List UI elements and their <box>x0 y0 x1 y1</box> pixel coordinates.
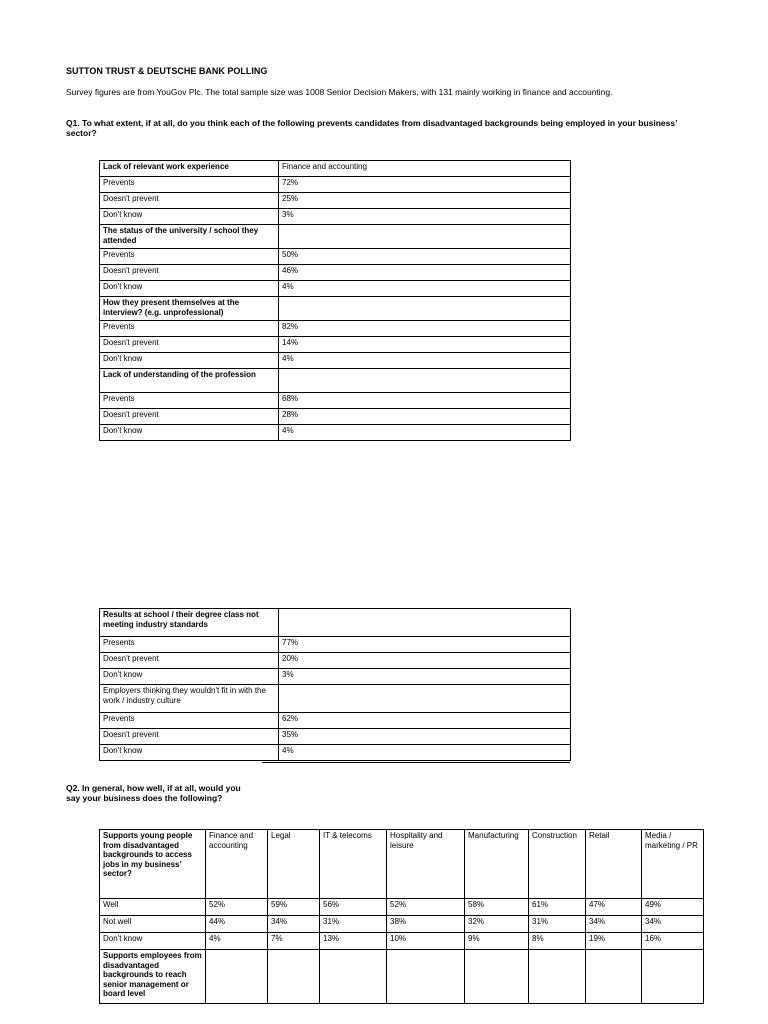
cell: 4% <box>206 933 268 950</box>
empty-cell <box>206 950 268 1004</box>
empty-cell <box>279 609 571 637</box>
table-row <box>100 193 571 209</box>
cell: 8% <box>529 933 586 950</box>
empty-cell <box>279 369 571 393</box>
table-row <box>100 265 571 281</box>
row-label: Doesn't prevent <box>100 729 279 745</box>
q1-table-1 <box>99 160 571 441</box>
group-label: Employers thinking they wouldn't fit in with the work / industry culture <box>100 685 279 713</box>
row-label: Prevents <box>100 713 279 729</box>
row-value: 4% <box>279 353 571 369</box>
row-value: 3% <box>279 209 571 225</box>
question-1: Q1. To what extent, if at all, do you think each of the following prevents candidates from disadvantaged backgrounds being employed in your business’ sector? <box>66 118 677 138</box>
table-row <box>100 669 571 685</box>
sector-header: Finance and accounting <box>206 830 268 899</box>
table-row <box>100 249 571 265</box>
group-header-row <box>100 297 571 321</box>
empty-cell <box>586 950 642 1004</box>
group-header-row <box>100 369 571 393</box>
row-label: Not well <box>100 916 206 933</box>
row-value: 35% <box>279 729 571 745</box>
row-value: 20% <box>279 653 571 669</box>
cell: 19% <box>586 933 642 950</box>
row-value: 25% <box>279 193 571 209</box>
cell: 34% <box>586 916 642 933</box>
group-header-row <box>100 609 571 637</box>
table-row <box>100 933 704 950</box>
row-value: 4% <box>279 425 571 441</box>
sector-header: Retail <box>586 830 642 899</box>
row-header: Supports young people from disadvantaged backgrounds to access jobs in my business’ sector? <box>100 830 206 899</box>
table-header-row <box>100 830 704 899</box>
survey-intro: Survey figures are from YouGov Plc. The total sample size was 1008 Senior Decision Makers, with 131 mainly working in finance and accounting. <box>66 87 613 97</box>
table-row <box>100 177 571 193</box>
empty-cell <box>268 950 320 1004</box>
row-value: 77% <box>279 637 571 653</box>
row-value: 14% <box>279 337 571 353</box>
cell: 9% <box>465 933 529 950</box>
q1-table-2 <box>99 608 571 761</box>
row-label: Don't know <box>100 209 279 225</box>
table-row <box>100 353 571 369</box>
q2-table-body <box>100 830 704 1004</box>
table-row <box>100 393 571 409</box>
question-2: Q2. In general, how well, if at all, would you say your business does the following? <box>66 783 241 803</box>
cell: 58% <box>465 899 529 916</box>
sector-header: Legal <box>268 830 320 899</box>
cell: 61% <box>529 899 586 916</box>
row-value: 68% <box>279 393 571 409</box>
document-title: SUTTON TRUST & DEUTSCHE BANK POLLING <box>66 66 268 76</box>
group-label: How they present themselves at the interview? (e.g. unprofessional) <box>100 297 279 321</box>
row-label: Doesn't prevent <box>100 653 279 669</box>
row-value: 3% <box>279 669 571 685</box>
group-label: Results at school / their degree class not meeting industry standards <box>100 609 279 637</box>
row-label: Prevents <box>100 177 279 193</box>
row-value: 50% <box>279 249 571 265</box>
table-row <box>100 209 571 225</box>
empty-cell <box>387 950 465 1004</box>
row-label: Don't know <box>100 281 279 297</box>
row-label: Doesn't prevent <box>100 193 279 209</box>
cell: 7% <box>268 933 320 950</box>
row-label: Don't know <box>100 425 279 441</box>
row-label: Prevents <box>100 321 279 337</box>
cell: 13% <box>320 933 387 950</box>
table-row <box>100 337 571 353</box>
row-label: Don't know <box>100 745 279 761</box>
table-row <box>100 950 704 1004</box>
column-header: Finance and accounting <box>279 161 571 177</box>
cell: 52% <box>387 899 465 916</box>
table-row <box>100 321 571 337</box>
empty-cell <box>529 950 586 1004</box>
row-value: 62% <box>279 713 571 729</box>
cell: 16% <box>642 933 704 950</box>
row-value: 72% <box>279 177 571 193</box>
empty-cell <box>279 297 571 321</box>
table-row <box>100 637 571 653</box>
sector-header: Manufacturing <box>465 830 529 899</box>
sector-header: Media / marketing / PR <box>642 830 704 899</box>
cell: 38% <box>387 916 465 933</box>
q2-table <box>99 829 704 1004</box>
cell: 59% <box>268 899 320 916</box>
group-header-row <box>100 685 571 713</box>
cell: 56% <box>320 899 387 916</box>
empty-cell <box>465 950 529 1004</box>
table-row <box>100 745 571 761</box>
row-value: 4% <box>279 281 571 297</box>
row-label: Doesn't prevent <box>100 337 279 353</box>
sector-header: Construction <box>529 830 586 899</box>
cell: 49% <box>642 899 704 916</box>
cell: 34% <box>642 916 704 933</box>
row-label: Prevents <box>100 393 279 409</box>
cell: 47% <box>586 899 642 916</box>
row-header: Supports employees from disadvantaged backgrounds to reach senior management or board level <box>100 950 206 1004</box>
cell: 31% <box>529 916 586 933</box>
table-row <box>100 409 571 425</box>
table-row <box>100 713 571 729</box>
row-label: Doesn't prevent <box>100 409 279 425</box>
table-row <box>100 729 571 745</box>
q1-table-2-body <box>100 609 571 761</box>
empty-cell <box>279 685 571 713</box>
sector-header: Hospitality and leisure <box>387 830 465 899</box>
table-row <box>100 425 571 441</box>
row-label: Don't know <box>100 669 279 685</box>
row-label: Well <box>100 899 206 916</box>
row-value: 46% <box>279 265 571 281</box>
group-header-row <box>100 225 571 249</box>
row-label: Doesn't prevent <box>100 265 279 281</box>
row-value: 28% <box>279 409 571 425</box>
cell: 34% <box>268 916 320 933</box>
row-value: 82% <box>279 321 571 337</box>
table-row <box>100 899 704 916</box>
cell: 44% <box>206 916 268 933</box>
table-header-row <box>100 161 571 177</box>
table-divider <box>262 762 570 763</box>
cell: 52% <box>206 899 268 916</box>
table-row <box>100 281 571 297</box>
empty-cell <box>279 225 571 249</box>
empty-cell <box>642 950 704 1004</box>
group-label: Lack of understanding of the profession <box>100 369 279 393</box>
row-label: Don't know <box>100 353 279 369</box>
group-label: Lack of relevant work experience <box>100 161 279 177</box>
q1-table-1-body <box>100 161 571 441</box>
cell: 32% <box>465 916 529 933</box>
cell: 31% <box>320 916 387 933</box>
table-row <box>100 916 704 933</box>
cell: 10% <box>387 933 465 950</box>
group-label: The status of the university / school they attended <box>100 225 279 249</box>
row-value: 4% <box>279 745 571 761</box>
row-label: Presents <box>100 637 279 653</box>
empty-cell <box>320 950 387 1004</box>
sector-header: IT & telecoms <box>320 830 387 899</box>
row-label: Don't know <box>100 933 206 950</box>
row-label: Prevents <box>100 249 279 265</box>
table-row <box>100 653 571 669</box>
